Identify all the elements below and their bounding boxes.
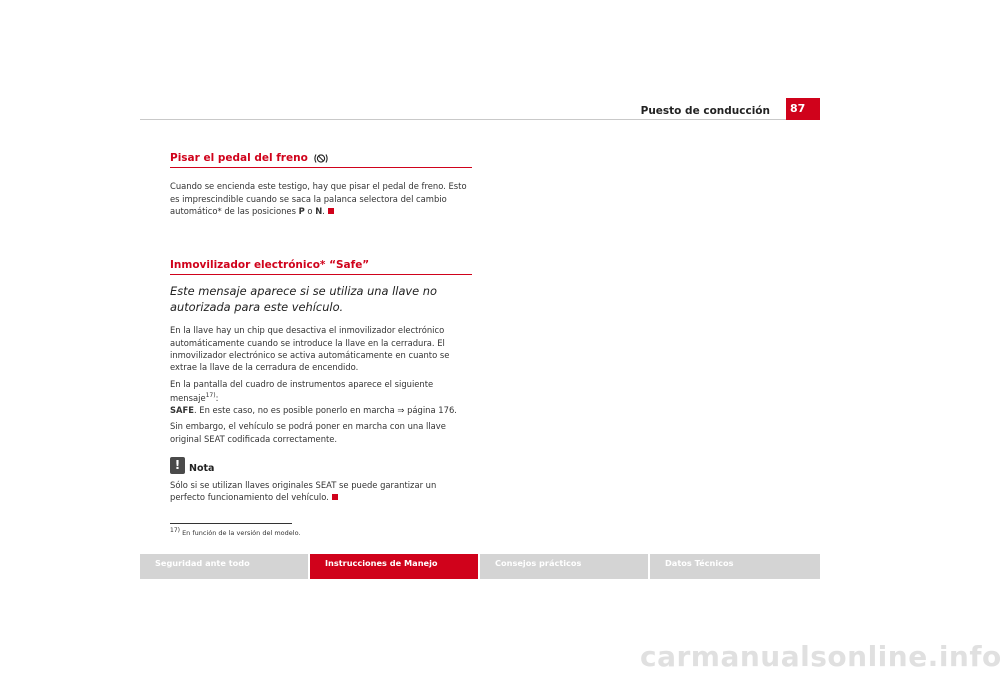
brake-paragraph <box>170 180 472 217</box>
footnote-text: En función de la versión del modelo. <box>182 529 301 538</box>
header-divider <box>140 119 820 120</box>
note-header <box>170 457 472 474</box>
footnote-divider <box>170 523 292 524</box>
footer-tab-consejos[interactable]: Consejos prácticos <box>480 554 648 579</box>
footer-tab-instrucciones[interactable]: Instrucciones de Manejo <box>310 554 478 579</box>
note-label: Nota <box>189 462 215 474</box>
immobilizer-paragraph-1: En la llave hay un chip que desactiva el inmovilizador electrónico automáticamente cuando se introduce la llave en la cerradura. El inmovilizador electrónico se activa automáticamente en cuanto se extrae la llave de la cerradura de encendido. <box>170 325 450 373</box>
position-p: P <box>298 205 305 216</box>
page-number: 87 <box>786 98 820 120</box>
page-header-title: Puesto de conducción <box>640 105 770 117</box>
brake-warning-icon <box>313 153 329 164</box>
message-intro: En la pantalla del cuadro de instrumentos aparece el siguiente mensaje <box>170 378 434 403</box>
footer-tab-datos[interactable]: Datos Técnicos <box>650 554 820 579</box>
header-divider-accent <box>786 119 820 120</box>
section-end-marker <box>332 494 338 500</box>
note-icon: ! <box>170 457 185 474</box>
note-paragraph <box>170 479 472 504</box>
brake-paragraph-text: Cuando se encienda este testigo, hay que pisar el pedal de freno. Esto es imprescindible cuando se saca la palanca selectora del cambio automático* de las posiciones <box>170 181 467 216</box>
section-end-marker <box>328 208 334 214</box>
footnote-ref: 17) <box>205 391 216 399</box>
conjunction: o <box>304 205 316 216</box>
footnote-mark: 17) <box>170 527 180 534</box>
message-outro: . En este caso, no es posible ponerlo en marcha ⇒ página 176. <box>193 405 457 416</box>
safe-message: SAFE <box>170 405 194 416</box>
watermark: carmanualsonline.info <box>640 640 1002 673</box>
note-text: Sólo si se utilizan llaves originales SEAT se puede garantizar un perfecto funcionamiento del vehículo. <box>170 479 437 503</box>
section-heading-brake-text: Pisar el pedal del freno <box>170 152 308 164</box>
position-n: N <box>315 205 323 216</box>
main-column <box>170 152 472 504</box>
immobilizer-paragraph-2 <box>170 378 472 417</box>
section-heading-immobilizer <box>170 259 472 275</box>
period: . <box>322 205 325 216</box>
section-heading-brake <box>170 152 472 168</box>
immobilizer-paragraph-3: Sin embargo, el vehículo se podrá poner en marcha con una llave original SEAT codificada correctamente. <box>170 421 446 444</box>
section-subtitle: Este mensaje aparece si se utiliza una llave no autorizada para este vehículo. <box>170 284 437 314</box>
footer-tab-seguridad[interactable]: Seguridad ante todo <box>140 554 308 579</box>
footnote <box>170 527 301 537</box>
colon: : <box>215 392 219 403</box>
section-heading-immobilizer-text: Inmovilizador electrónico* “Safe” <box>170 259 370 272</box>
